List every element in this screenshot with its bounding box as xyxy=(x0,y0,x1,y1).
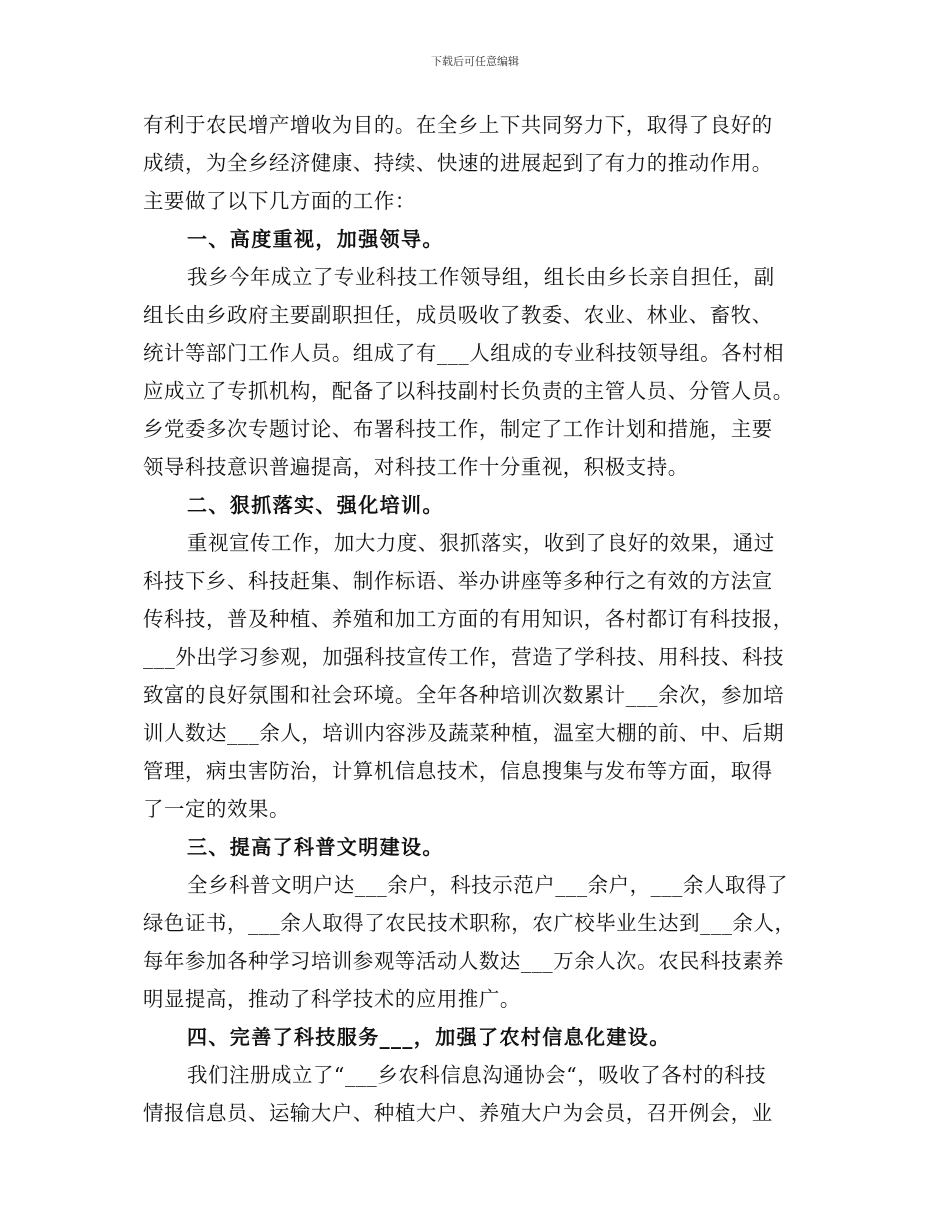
text-line: 训人数达___余人，培训内容涉及蔬菜种植，温室大棚的前、中、后期 xyxy=(143,721,785,745)
section-heading: 一、高度重视，加强领导。 xyxy=(187,227,444,251)
document-body xyxy=(143,106,815,1132)
text-line: 我乡今年成立了专业科技工作领导组，组长由乡长亲自担任，副 xyxy=(187,265,775,289)
text-line: 传科技，普及种植、养殖和加工方面的有用知识，各村都订有科技报， xyxy=(143,607,794,631)
section-heading: 三、提高了科普文明建设。 xyxy=(187,835,444,859)
text-line: 绿色证书，___余人取得了农民技术职称，农广校毕业生达到___余人， xyxy=(143,911,796,935)
text-line: 有利于农民增产增收为目的。在全乡上下共同努力下，取得了良好的 xyxy=(143,113,773,137)
text-line: 每年参加各种学习培训参观等活动人数达___万余人次。农民科技素养 xyxy=(143,949,785,973)
text-line: 主要做了以下几方面的工作： xyxy=(143,189,416,213)
text-line: 重视宣传工作，加大力度、狠抓落实，收到了良好的效果，通过 xyxy=(187,531,775,555)
text-line: 情报信息员、运输大户、种植大户、养殖大户为会员，召开例会，业 xyxy=(143,1101,773,1125)
text-line: 全乡科普文明户达___余户，科技示范户___余户，___余人取得了 xyxy=(187,873,788,897)
text-line: 乡党委多次专题讨论、布署科技工作，制定了工作计划和措施，主要 xyxy=(143,417,773,441)
text-line: 管理，病虫害防治，计算机信息技术，信息搜集与发布等方面，取得 xyxy=(143,759,773,783)
text-line: 应成立了专抓机构，配备了以科技副村长负责的主管人员、分管人员。 xyxy=(143,379,794,403)
section-heading: 二、狠抓落实、强化培训。 xyxy=(187,493,444,517)
text-line: 科技下乡、科技赶集、制作标语、举办讲座等多种行之有效的方法宣 xyxy=(143,569,773,593)
text-line: 明显提高，推动了科学技术的应用推广。 xyxy=(143,987,521,1011)
page-header: 下载后可任意编辑 xyxy=(431,55,519,68)
text-line: 致富的良好氛围和社会环境。全年各种培训次数累计___余次，参加培 xyxy=(143,683,785,707)
section-heading: 四、完善了科技服务___，加强了农村信息化建设。 xyxy=(187,1025,671,1049)
text-line: 我们注册成立了“___乡农科信息沟通协会“，吸收了各村的科技 xyxy=(187,1063,767,1087)
text-line: 成绩，为全乡经济健康、持续、快速的进展起到了有力的推动作用。 xyxy=(143,151,773,175)
text-line: 领导科技意识普遍提高，对科技工作十分重视，积极支持。 xyxy=(143,455,689,479)
text-line: ___外出学习参观，加强科技宣传工作，营造了学科技、用科技、科技 xyxy=(143,645,785,669)
text-line: 组长由乡政府主要副职担任，成员吸收了教委、农业、林业、畜牧、 xyxy=(143,303,773,327)
text-line: 统计等部门工作人员。组成了有___人组成的专业科技领导组。各村相 xyxy=(143,341,785,365)
text-line: 了一定的效果。 xyxy=(143,797,290,821)
